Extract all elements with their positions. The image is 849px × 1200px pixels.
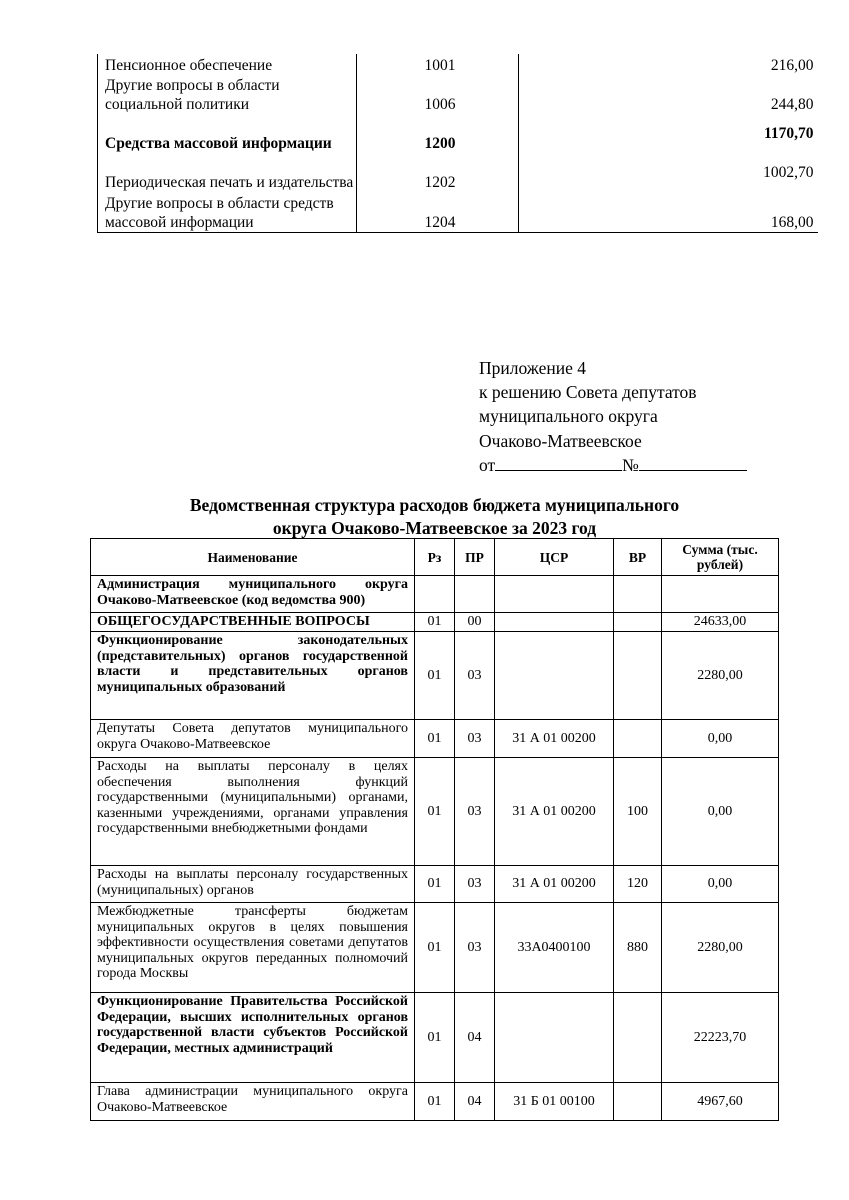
table-row [98,153,818,192]
table-row [91,993,779,1083]
row-rz: 01 [415,613,455,632]
row-name: Другие вопросы в области средств массовой информации [98,192,357,232]
row-sum: 0,00 [662,758,779,866]
row-pr: 03 [455,632,495,720]
row-sum: 2280,00 [662,632,779,720]
row-vr: 880 [614,903,662,993]
appendix-header [479,356,747,477]
appendix-decision: к решению Совета депутатов [479,382,697,403]
row-sum: 244,80 [770,96,814,113]
table-row [98,75,818,114]
header-csr: ЦСР [495,539,614,576]
row-pr: 03 [455,720,495,758]
budget-structure-table [90,538,779,1121]
row-vr [614,576,662,613]
row-name: Средства массовой информации [98,114,357,153]
row-vr [614,613,662,632]
row-name: Функционирование законодательных (представительных) органов государственной власти и представительных органов муниципальных образований [91,632,415,720]
number-sign: № [622,454,639,475]
row-rz: 01 [415,866,455,903]
header-vr: ВР [614,539,662,576]
row-sum: 0,00 [662,866,779,903]
row-rz: 01 [415,720,455,758]
table-row [91,758,779,866]
date-blank [495,454,622,471]
row-name: Периодическая печать и издательства [98,153,357,192]
header-name: Наименование [91,539,415,576]
row-rz [415,576,455,613]
table-row [91,866,779,903]
row-rz: 01 [415,632,455,720]
table-header-row [91,539,779,576]
row-name: Пенсионное обеспечение [98,54,357,75]
row-rz: 01 [415,1083,455,1121]
row-vr: 100 [614,758,662,866]
row-sum: 24633,00 [662,613,779,632]
row-code: 1200 [357,114,519,153]
row-name: Функционирование Правительства Российской Федерации, высших исполнительных органов государственной власти субъектов Российской Федерации, местных администраций [91,993,415,1083]
row-vr [614,1083,662,1121]
number-blank [639,454,747,471]
row-csr [495,632,614,720]
row-sum: 216,00 [770,57,814,74]
row-pr: 03 [455,758,495,866]
row-pr [455,576,495,613]
table-row [91,720,779,758]
row-pr: 03 [455,903,495,993]
title-line-2: округа Очаково-Матвеевское за 2023 год [272,518,597,538]
header-sum: Сумма (тыс. рублей) [662,539,779,576]
row-csr [495,993,614,1083]
row-name: Глава администрации муниципального округа Очаково-Матвеевское [91,1083,415,1121]
row-pr: 00 [455,613,495,632]
table-row [98,54,818,75]
row-code: 1006 [357,75,519,114]
row-vr [614,993,662,1083]
row-name: ОБЩЕГОСУДАРСТВЕННЫЕ ВОПРОСЫ [91,613,415,632]
row-vr [614,632,662,720]
row-name: Другие вопросы в области социальной политики [98,75,357,114]
row-code: 1001 [357,54,519,75]
row-csr [495,613,614,632]
appendix-number: Приложение 4 [479,358,587,378]
row-sum: 4967,60 [662,1083,779,1121]
row-sum: 0,00 [662,720,779,758]
row-pr: 04 [455,1083,495,1121]
row-name: Расходы на выплаты персоналу государственных (муниципальных) органов [91,866,415,903]
title-line-1: Ведомственная структура расходов бюджета муниципального [189,495,680,515]
appendix-district: Очаково-Матвеевское [479,430,642,451]
row-csr: 31 А 01 00200 [495,866,614,903]
row-vr [614,720,662,758]
row-sum: 1002,70 [763,164,814,181]
header-pr: ПР [455,539,495,576]
previous-appendix-table [97,54,818,233]
date-prefix: от [479,454,496,475]
table-row [91,576,779,613]
row-name: Администрация муниципального округа Очаково-Матвеевское (код ведомства 900) [91,576,415,613]
table-row [98,192,818,232]
row-sum: 22223,70 [662,993,779,1083]
row-vr: 120 [614,866,662,903]
row-csr: 31 Б 01 00100 [495,1083,614,1121]
appendix-date-number [479,453,747,477]
row-sum [662,576,779,613]
table-row [91,613,779,632]
row-sum: 168,00 [519,192,818,232]
table-row [91,1083,779,1121]
row-rz: 01 [415,903,455,993]
row-pr: 03 [455,866,495,903]
row-rz: 01 [415,993,455,1083]
row-csr: 31 А 01 00200 [495,720,614,758]
row-name: Межбюджетные трансферты бюджетам муниципальных округов в целях повышения эффективности осуществления советами депутатов муниципальных округов переданных полномочий города Москвы [91,903,415,993]
row-csr: 31 А 01 00200 [495,758,614,866]
row-csr [495,576,614,613]
table-row [91,903,779,993]
table-row [91,632,779,720]
row-code: 1202 [357,153,519,192]
table-row [98,114,818,153]
row-sum: 1170,70 [763,125,814,142]
appendix-municipality: муниципального округа [479,406,658,427]
row-csr: 33А0400100 [495,903,614,993]
row-name: Расходы на выплаты персоналу в целях обеспечения выполнения функций государственными (муниципальными) органами, казенными учреждениями, органами управления государственными внебюджетными фондами [91,758,415,866]
row-sum: 2280,00 [662,903,779,993]
row-pr: 04 [455,993,495,1083]
row-name: Депутаты Совета депутатов муниципального округа Очаково-Матвеевское [91,720,415,758]
row-code: 1204 [357,192,519,232]
row-rz: 01 [415,758,455,866]
header-rz: Рз [415,539,455,576]
page-title [92,494,777,540]
